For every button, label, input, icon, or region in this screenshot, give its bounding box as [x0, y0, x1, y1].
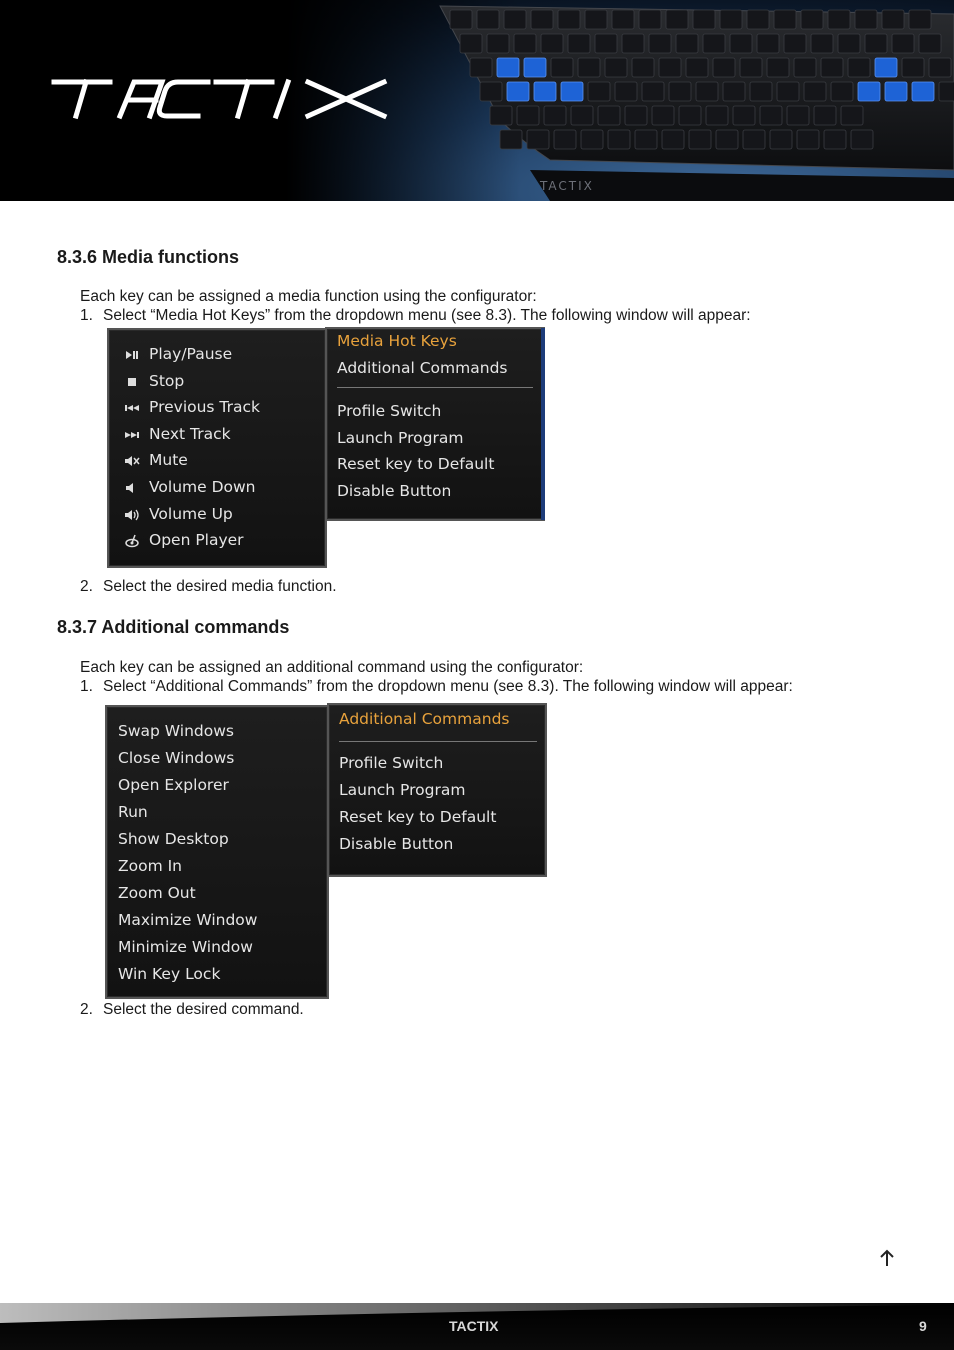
menu-item-command[interactable]: Show Desktop [118, 830, 229, 848]
keyboard-key [652, 106, 674, 125]
keyboard-key [551, 58, 573, 77]
keyboard-key [534, 82, 556, 101]
keyboard-key [642, 82, 664, 101]
keyboard-key [514, 34, 536, 53]
menu-item-media[interactable]: Volume Up [149, 504, 233, 523]
menu-item-media[interactable]: Open Player [149, 531, 244, 550]
keyboard-key [480, 82, 502, 101]
step-text: Select “Media Hot Keys” from the dropdown menu (see 8.3). The following window will appear: [103, 307, 751, 324]
menu-item-option[interactable]: Launch Program [337, 428, 464, 447]
keyboard-key [524, 58, 546, 77]
keyboard-key [824, 130, 846, 149]
menu-item-command[interactable]: Open Explorer [118, 776, 229, 794]
keyboard-key [487, 34, 509, 53]
keyboard-key [598, 106, 620, 125]
keyboard-key [757, 34, 779, 53]
step-text: Select “Additional Commands” from the dropdown menu (see 8.3). The following window will appear: [103, 678, 793, 695]
keyboard-key [544, 106, 566, 125]
keyboard-key [730, 34, 752, 53]
keyboard-key [571, 106, 593, 125]
keyboard-key [743, 130, 765, 149]
keyboard-key [804, 82, 826, 101]
menu-item-option[interactable]: Reset key to Default [337, 455, 495, 473]
keyboard-key [504, 10, 526, 29]
keyboard-key [588, 82, 610, 101]
svg-text:TACTIX: TACTIX [540, 179, 594, 193]
keyboard-key [885, 82, 907, 101]
keyboard-key [477, 10, 499, 29]
keyboard-key [703, 34, 725, 53]
key-function-menu [325, 327, 545, 521]
menu-item-command[interactable]: Minimize Window [118, 938, 253, 956]
keyboard-key [622, 34, 644, 53]
keyboard-key [902, 58, 924, 77]
keyboard-key [554, 130, 576, 149]
keyboard-key [531, 10, 553, 29]
keyboard-key [470, 58, 492, 77]
menu-item-option[interactable]: Disable Button [337, 481, 452, 500]
page-number: 9 [919, 1318, 927, 1334]
mute-icon [123, 454, 141, 468]
menu-item-option[interactable]: Reset key to Default [339, 808, 497, 826]
keyboard-key [841, 106, 863, 125]
menu-item-command[interactable]: Zoom In [118, 857, 183, 875]
keyboard-key [561, 82, 583, 101]
step-text: Select the desired media function. [103, 578, 337, 595]
keyboard-key [517, 106, 539, 125]
keyboard-key [632, 58, 654, 77]
volume-down-icon [123, 481, 141, 495]
keyboard-key [649, 34, 671, 53]
keyboard-key [706, 106, 728, 125]
menu-edge-strip [541, 328, 545, 520]
keyboard-key [720, 10, 742, 29]
keyboard-key [689, 130, 711, 149]
keyboard-key [578, 58, 600, 77]
menu-item-additional-commands[interactable]: Additional Commands [337, 359, 508, 377]
keyboard-key [875, 58, 897, 77]
volume-up-icon [123, 508, 141, 522]
step-number: 1. [80, 678, 93, 695]
keyboard-key [865, 34, 887, 53]
keyboard-key [581, 130, 603, 149]
keyboard-key [679, 106, 701, 125]
keyboard-image [420, 0, 954, 201]
menu-item-media[interactable]: Stop [149, 371, 185, 390]
menu-item-media[interactable]: Next Track [149, 424, 231, 443]
keyboard-key [696, 82, 718, 101]
menu-item-command[interactable]: Win Key Lock [118, 965, 221, 983]
keyboard-key [939, 82, 954, 101]
next-track-icon [123, 428, 141, 442]
keyboard-key [811, 34, 833, 53]
keyboard-key [814, 106, 836, 125]
keyboard-key [851, 130, 873, 149]
keyboard-key [676, 34, 698, 53]
menu-item-option[interactable]: Profile Switch [339, 754, 444, 772]
menu-item-command[interactable]: Maximize Window [118, 911, 258, 929]
keyboard-key [686, 58, 708, 77]
keyboard-key [490, 106, 512, 125]
keyboard-key [693, 10, 715, 29]
key-function-menu-2 [327, 703, 547, 877]
keyboard-key [747, 10, 769, 29]
menu-item-option[interactable]: Disable Button [339, 835, 454, 853]
keyboard-key [750, 82, 772, 101]
keyboard-key [838, 34, 860, 53]
keyboard-key [723, 82, 745, 101]
keyboard-key [909, 10, 931, 29]
keyboard-key [919, 34, 941, 53]
menu-item-media[interactable]: Play/Pause [149, 345, 233, 363]
section2-step2 [80, 1001, 304, 1019]
keyboard-key [669, 82, 691, 101]
keyboard-key [595, 34, 617, 53]
keyboard-key [615, 82, 637, 101]
keyboard-key [733, 106, 755, 125]
keyboard-key [848, 58, 870, 77]
keyboard-key [608, 130, 630, 149]
menu-item-command[interactable]: Swap Windows [118, 722, 234, 740]
section1-step1 [80, 307, 751, 325]
keyboard-key [784, 34, 806, 53]
keyboard-key [777, 82, 799, 101]
keyboard-key [794, 58, 816, 77]
play-pause-icon [123, 348, 141, 362]
keyboard-key [558, 10, 580, 29]
keyboard-key [497, 58, 519, 77]
keyboard-key [662, 130, 684, 149]
open-player-icon [123, 534, 141, 548]
menu-separator [339, 741, 537, 742]
keyboard-key [612, 10, 634, 29]
keyboard-key [507, 82, 529, 101]
keyboard-key [855, 10, 877, 29]
menu-item-media[interactable]: Volume Down [149, 478, 256, 496]
keyboard-key [774, 10, 796, 29]
keyboard-key [639, 10, 661, 29]
keyboard-key [666, 10, 688, 29]
section1-step2 [80, 578, 337, 596]
keyboard-key [635, 130, 657, 149]
step-number: 2. [80, 1001, 93, 1018]
keyboard-key [527, 130, 549, 149]
section2-intro: Each key can be assigned an additional command using the configurator: [80, 659, 584, 676]
menu-item-option[interactable]: Launch Program [339, 781, 466, 799]
step-number: 1. [80, 307, 93, 324]
step-number: 2. [80, 578, 93, 595]
menu-item-command[interactable]: Run [118, 803, 148, 821]
previous-track-icon [123, 401, 141, 415]
keyboard-key [450, 10, 472, 29]
keyboard-key [770, 130, 792, 149]
tactix-logo [50, 76, 392, 120]
keyboard-key [541, 34, 563, 53]
keyboard-key [767, 58, 789, 77]
keyboard-key [585, 10, 607, 29]
keyboard-key [892, 34, 914, 53]
keyboard-key [460, 34, 482, 53]
keyboard-key [605, 58, 627, 77]
keyboard-key [568, 34, 590, 53]
section-heading-additional: 8.3.7 Additional commands [57, 617, 290, 637]
menu-item-media-hot-keys[interactable]: Media Hot Keys [337, 332, 457, 350]
keyboard-key [831, 82, 853, 101]
section1-intro: Each key can be assigned a media function using the configurator: [80, 288, 537, 305]
media-hotkeys-submenu [107, 328, 327, 568]
keyboard-key [716, 130, 738, 149]
arrow-up-icon[interactable] [878, 1248, 896, 1268]
step-text: Select the desired command. [103, 1001, 304, 1018]
keyboard-key [882, 10, 904, 29]
menu-item-command[interactable]: Zoom Out [118, 884, 196, 902]
stop-icon [123, 375, 141, 389]
keyboard-key [912, 82, 934, 101]
keyboard-key [713, 58, 735, 77]
header-banner [0, 0, 954, 201]
menu-item-option[interactable]: Profile Switch [337, 402, 442, 420]
menu-item-additional-commands[interactable]: Additional Commands [339, 710, 510, 728]
keyboard-key [740, 58, 762, 77]
section-heading-media: 8.3.6 Media functions [57, 247, 240, 267]
additional-commands-submenu [105, 705, 329, 999]
section2-step1 [80, 678, 793, 696]
keyboard-key [801, 10, 823, 29]
keyboard-key [500, 130, 522, 149]
keyboard-key [797, 130, 819, 149]
keyboard-key [821, 58, 843, 77]
keyboard-key [760, 106, 782, 125]
menu-item-media[interactable]: Previous Track [149, 398, 260, 417]
keyboard-key [858, 82, 880, 101]
menu-item-command[interactable]: Close Windows [118, 749, 235, 767]
keyboard-key [659, 58, 681, 77]
menu-separator [337, 387, 533, 388]
menu-item-media[interactable]: Mute [149, 451, 188, 470]
keyboard-key [625, 106, 647, 125]
keyboard-key [929, 58, 951, 77]
keyboard-key [787, 106, 809, 125]
footer-brand: TACTIX [449, 1318, 499, 1334]
keyboard-key [828, 10, 850, 29]
